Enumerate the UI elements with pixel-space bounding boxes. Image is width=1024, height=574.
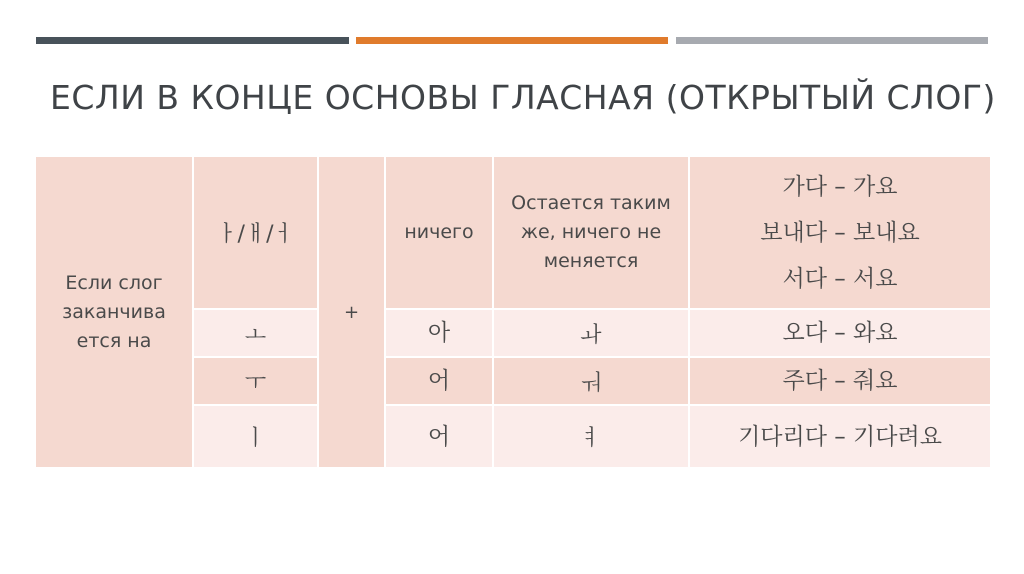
examples-cell: 오다 – 와요 (689, 309, 991, 357)
added-cell: 아 (385, 309, 493, 357)
vowel-cell: ㅜ (193, 357, 318, 405)
result-cell: Остается таким же, ничего не меняется (493, 156, 689, 309)
decorative-header-bars (36, 37, 988, 44)
added-cell: ничего (385, 156, 493, 309)
header-bar-gray (676, 37, 988, 44)
examples-cell: 주다 – 줘요 (689, 357, 991, 405)
result-cell: ㅕ (493, 405, 689, 468)
table-row (35, 156, 991, 309)
conjugation-table (34, 155, 992, 469)
slide-title: ЕСЛИ В КОНЦЕ ОСНОВЫ ГЛАСНАЯ (ОТКРЫТЫЙ СЛОГ) (50, 78, 996, 117)
vowel-cell: ㅗ (193, 309, 318, 357)
example-line: 가다 – 가요 (782, 173, 898, 200)
example-line: 보내다 – 보내요 (760, 219, 920, 246)
header-bar-dark (36, 37, 349, 44)
examples-cell (689, 156, 991, 309)
examples-cell: 기다리다 – 기다려요 (689, 405, 991, 468)
plus-cell: + (318, 156, 385, 468)
example-line: 서다 – 서요 (782, 265, 898, 292)
condition-label-cell: Если слог заканчива ется на (35, 156, 193, 468)
result-cell: ㅝ (493, 357, 689, 405)
result-cell: ㅘ (493, 309, 689, 357)
vowel-cell: ㅣ (193, 405, 318, 468)
added-cell: 어 (385, 357, 493, 405)
added-cell: 어 (385, 405, 493, 468)
vowel-cell: ㅏ/ㅐ/ㅓ (193, 156, 318, 309)
header-bar-orange (356, 37, 668, 44)
